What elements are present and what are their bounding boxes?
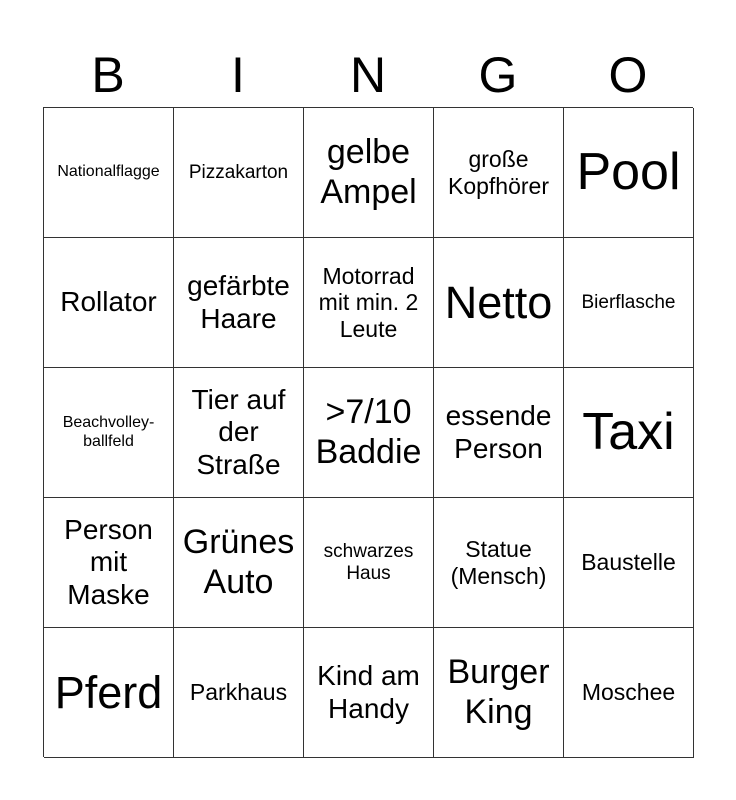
- bingo-cell[interactable]: Rollator: [44, 238, 174, 368]
- bingo-cell[interactable]: Grünes Auto: [174, 498, 304, 628]
- bingo-cell[interactable]: Beachvolley-ballfeld: [44, 368, 174, 498]
- bingo-cell[interactable]: gefärbte Haare: [174, 238, 304, 368]
- bingo-cell[interactable]: große Kopfhörer: [434, 108, 564, 238]
- header-letter-i: I: [231, 47, 245, 103]
- bingo-cell[interactable]: essende Person: [434, 368, 564, 498]
- bingo-cell[interactable]: Nationalflagge: [44, 108, 174, 238]
- bingo-cell[interactable]: Pferd: [44, 628, 174, 758]
- bingo-cell[interactable]: Netto: [434, 238, 564, 368]
- bingo-cell[interactable]: >7/10 Baddie: [304, 368, 434, 498]
- bingo-cell[interactable]: Bierflasche: [564, 238, 694, 368]
- header-letter-n: N: [349, 47, 387, 103]
- bingo-cell[interactable]: Parkhaus: [174, 628, 304, 758]
- bingo-cell[interactable]: schwarzes Haus: [304, 498, 434, 628]
- bingo-cell[interactable]: Baustelle: [564, 498, 694, 628]
- bingo-cell[interactable]: Tier auf der Straße: [174, 368, 304, 498]
- bingo-cell[interactable]: Moschee: [564, 628, 694, 758]
- header-letter-b: B: [91, 47, 125, 103]
- bingo-cell[interactable]: Motorrad mit min. 2 Leute: [304, 238, 434, 368]
- bingo-cell[interactable]: Taxi: [564, 368, 694, 498]
- bingo-cell[interactable]: Burger King: [434, 628, 564, 758]
- bingo-cell[interactable]: Statue (Mensch): [434, 498, 564, 628]
- bingo-cell[interactable]: Pizzakarton: [174, 108, 304, 238]
- header-letter-g: G: [478, 47, 518, 103]
- bingo-cell[interactable]: Person mit Maske: [44, 498, 174, 628]
- bingo-board: [43, 107, 693, 757]
- bingo-header: [43, 42, 693, 108]
- bingo-cell[interactable]: Kind am Handy: [304, 628, 434, 758]
- bingo-cell[interactable]: gelbe Ampel: [304, 108, 434, 238]
- bingo-cell[interactable]: Pool: [564, 108, 694, 238]
- header-letter-o: O: [608, 47, 648, 103]
